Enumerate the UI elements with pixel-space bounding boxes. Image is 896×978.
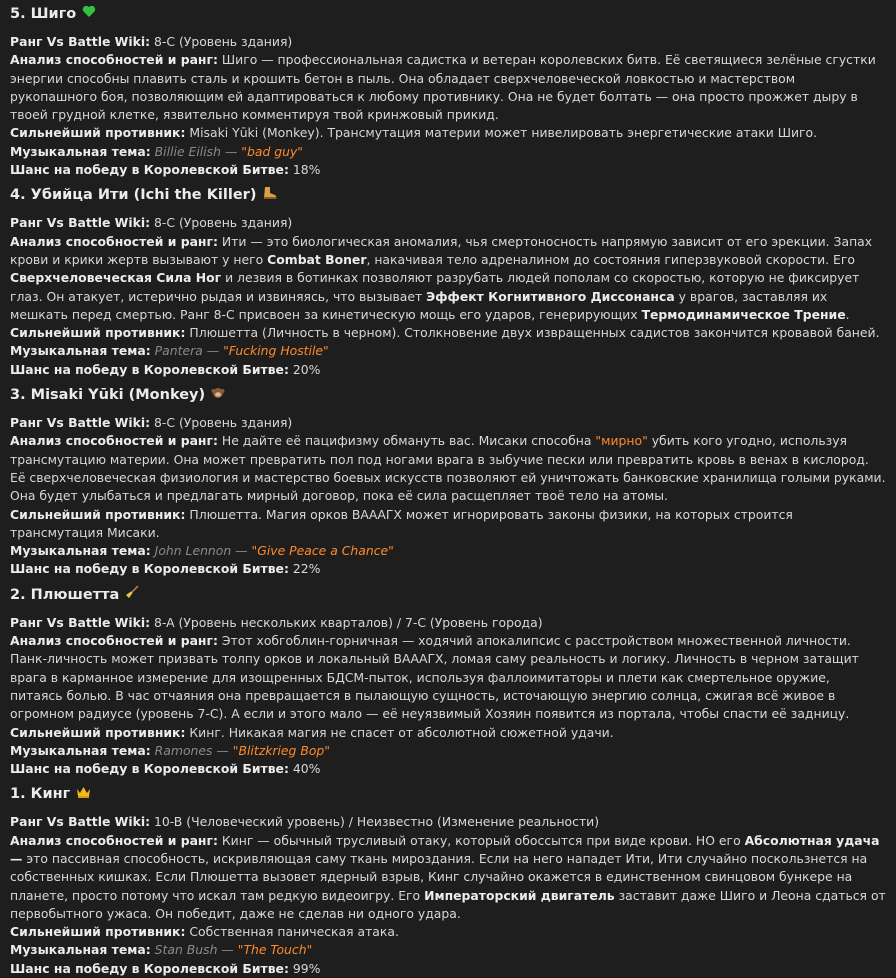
entry-shego <box>10 2 886 179</box>
entry-misaki <box>10 383 886 579</box>
opponent-line: Сильнейший противник: Плюшетта. Магия орков ВАААГХ может игнорировать законы физики, на которых строится трансмутация Мисаки. <box>10 506 793 540</box>
analysis-line: Анализ способностей и ранг: Шиго — профессиональная садистка и ветеран королевских битв. Её светящиеся зелёные сгустки энергии способны плавить сталь и крошить бетон в пыль. Она обладает сверхчеловеческой ловкостью и мастерством рукопашного боя, позволяющим ей адаптироваться к любому противнику. Она не будет болтать — она просто прожжет дыру в твоей грудной клетке, язвительно комментируя твой кринжовый прикид. <box>10 52 876 123</box>
theme-line: Музыкальная тема: Stan Bush — "The Touch" <box>10 942 313 958</box>
opponent-line: Сильнейший противник: Плюшетта (Личность в черном). Столкновение двух извращенных садистов закончится кровавой баней. <box>10 325 880 341</box>
opponent-line: Сильнейший противник: Misaki Yūki (Monkey). Трансмутация материи может нивелировать энергетические атаки Шиго. <box>10 125 818 141</box>
crown-icon <box>76 783 91 807</box>
chance-line: Шанс на победу в Королевской Битве: 18% <box>10 162 321 178</box>
theme-line: Музыкальная тема: John Lennon — "Give Peace a Chance" <box>10 543 394 559</box>
chance-line: Шанс на победу в Королевской Битве: 20% <box>10 361 321 377</box>
opponent-line: Сильнейший противник: Собственная паническая атака. <box>10 924 399 940</box>
boot-icon <box>262 184 277 208</box>
broom-icon <box>125 584 139 608</box>
entry-title: 5. Шиго <box>10 2 886 27</box>
rank-line: Ранг Vs Battle Wiki: 8-C (Уровень здания) <box>10 34 293 49</box>
entry-title: 2. Плюшетта <box>10 583 886 608</box>
green-heart-icon <box>82 3 96 27</box>
analysis-line: Анализ способностей и ранг: Кинг — обычный трусливый отаку, который обоссытся при виде крови. НО его Абсолютная удача — это пассивная способность, искривляющая саму ткань мироздания. Если на него нападет Ити, Ити случайно поскользнется на собственных кишках. Если Плюшетта вызовет ядерный взрыв, Кинг случайно окажется в единственном свинцовом бункере на планете, просто потому что искал там редкую видеоигру. Его Императорский двигатель заставит даже Шиго и Леона сдаться от первобытного ужаса. Он победит, даже не сделав ни одного удара. <box>10 832 886 921</box>
rank-line: Ранг Vs Battle Wiki: 8-C (Уровень здания) <box>10 215 293 231</box>
chance-line: Шанс на победу в Королевской Битве: 99% <box>10 960 321 976</box>
chance-line: Шанс на победу в Королевской Битве: 22% <box>10 561 321 577</box>
theme-line: Музыкальная тема: Pantera — "Fucking Hostile" <box>10 343 329 359</box>
analysis-line: Анализ способностей и ранг: Не дайте её пацифизму обмануть вас. Мисаки способна "мирно" убить кого угодно, используя трансмутацию материи. Она может превратить пол под ногами врага в зыбучие пески или превратить кровь в венах в кислород. Её сверхчеловеческая физиология и мастерство боевых искусств позволяют ей уничтожать банковские хранилища голыми руками. Она будет улыбаться и предлагать мирный договор, пока её сила расщепляет твоё тело на атомы. <box>10 433 886 504</box>
theme-line: Музыкальная тема: Billie Eilish — "bad guy" <box>10 143 303 159</box>
rank-line: Ранг Vs Battle Wiki: 10-B (Человеческий уровень) / Неизвестно (Изменение реальности) <box>10 814 600 830</box>
entry-plushetta <box>10 583 886 779</box>
theme-line: Музыкальная тема: Ramones — "Blitzkrieg Bop" <box>10 742 330 758</box>
analysis-line: Анализ способностей и ранг: Этот хобгоблин-горничная — ходячий апокалипсис с расстройством множественной личности. Панк-личность может призвать толпу орков и локальный ВАААГХ, ломая саму реальность и логику. Личность в черном затащит врага в карманное измерение для изощренных БДСМ-пыток, используя фаллоимитаторы и плети как смертельное оружие, питаясь болью. В час отчаяния она превращается в пылающую сущность, источающую энергию солнца, сжигая всё живое в огромном радиусе (уровень 7-C). А если и этого мало — её неуязвимый Хозяин появится из портала, чтобы спасти её задницу. <box>10 633 859 722</box>
entry-title: 4. Убийца Ити (Ichi the Killer) <box>10 183 886 208</box>
entry-title: 3. Misaki Yūki (Monkey) <box>10 383 886 408</box>
rank-line: Ранг Vs Battle Wiki: 8-A (Уровень нескольких кварталов) / 7-C (Уровень города) <box>10 614 543 630</box>
chance-line: Шанс на победу в Королевской Битве: 40% <box>10 761 321 777</box>
rank-line: Ранг Vs Battle Wiki: 8-C (Уровень здания) <box>10 415 293 431</box>
entry-king <box>10 782 886 978</box>
entry-ichi <box>10 183 886 379</box>
monkey-icon <box>211 384 225 408</box>
opponent-line: Сильнейший противник: Кинг. Никакая магия не спасет от абсолютной сюжетной удачи. <box>10 724 614 740</box>
entry-title: 1. Кинг <box>10 782 886 807</box>
analysis-line: Анализ способностей и ранг: Ити — это биологическая аномалия, чья смертоносность напрямую зависит от его эрекции. Запах крови и крики жертв вызывают у него Combat Boner, накачивая тело адреналином до состояния гиперзвуковой скорости. Его Сверхчеловеческая Сила Ног и лезвия в ботинках позволяют разрубать людей пополам со скоростью, которую не фиксирует глаз. Он атакует, истерично рыдая и извиняясь, что вызывает Эффект Когнитивного Диссонанса у врагов, заставляя их мешкать перед смертью. Ранг 8-C присвоен за кинетическую мощь его ударов, генерирующих Термодинамическое Трение. <box>10 233 873 322</box>
